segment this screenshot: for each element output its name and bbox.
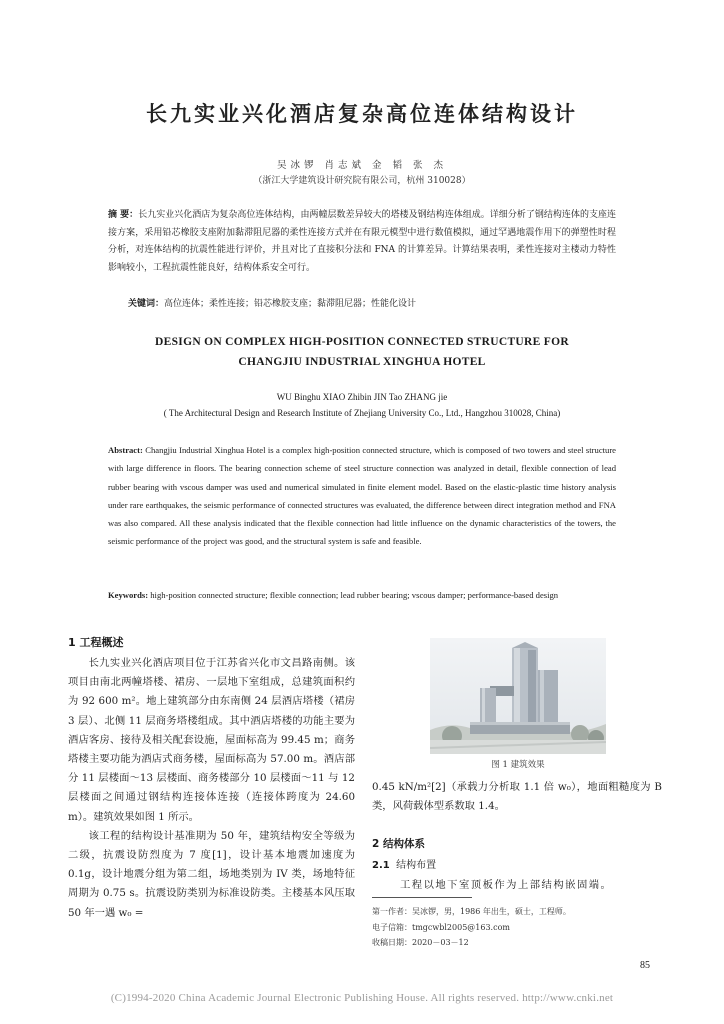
paper-title: 长九实业兴化酒店复杂高位连体结构设计 (146, 102, 578, 126)
title-en-line-1: DESIGN ON COMPLEX HIGH-POSITION CONNECTED STRUCTURE FOR (155, 336, 569, 348)
abstract-cn-text: 长九实业兴化酒店为复杂高位连体结构，由两幢层数差异较大的塔楼及钢结构连体组成。详细分析了钢结构连体的支座连接方案，采用铅芯橡胶支座附加黏滞阻尼器的柔性连接方式并在有限元模型中进行数值模拟，通过罕遇地震作用下的弹塑性时程分析，对连体结构的抗震性能进行评价，并且对比了直接积分法和 FNA 的计算差异。计算结果表明，柔性连接对主楼动力特性影响较小，工程抗震性能良好，结构体系安全可行。 (108, 210, 616, 273)
authors-en: WU Binghu XIAO Zhibin JIN Tao ZHANG jie (276, 392, 448, 402)
footnotes (372, 904, 662, 951)
keywords-cn (128, 296, 616, 309)
section-1-continued: 0.45 kN/m²[2]（承载力分析取 1.1 倍 w₀），地面粗糙度为 B 类，风荷载体型系数取 1.4。 (372, 781, 662, 813)
authors-cn: 吴冰锣 肖志斌 金 韬 张 杰 (276, 160, 448, 171)
keywords-en-text: high-position connected structure; flexible connection; lead rubber bearing; vscous damper; performance-based design (148, 590, 559, 600)
paper-title-en (0, 332, 724, 372)
page-number: 85 (640, 960, 650, 971)
building-rendering-image (430, 638, 606, 754)
footnote-received: 收稿日期：2020－03－12 (372, 938, 469, 947)
section-1-paragraph-2: 该工程的结构设计基准期为 50 年，建筑结构安全等级为二级，抗震设防烈度为 7 度[1]，设计基本地震加速度为 0.1g，设计地震分组为第二组，场地类别为 IV 类，场地特征周期为 0.75 s。抗震设防类别为标准设防类。主楼基本风压取 50 年一遇 w₀ = (68, 829, 355, 919)
abstract-en (108, 441, 616, 551)
title-en-line-2: CHANGJIU INDUSTRIAL XINGHUA HOTEL (238, 356, 486, 368)
abstract-en-text: Changjiu Industrial Xinghua Hotel is a complex high-position connected structure, which is composed of two towers and steel structure with large difference in floors. The bearing connection scheme of steel structure connection was analyzed in detail, flexible connection of lead rubber bearing with vscous damper was used and numerical simulated in finite element model. Based on the elastic-plastic time history analysis under rare earthquakes, the seismic performance of connected structures was evaluated, the difference between direct integration method and FNA was also compared. All these analysis indicated that the flexible connection had little influence on the dynamic characteristics of the towers, the seismic performance of the project was good, and the structural system is safe and feasible. (108, 445, 616, 547)
section-2-1-number: 2.1 (372, 860, 390, 871)
keywords-en-label: Keywords: (108, 590, 149, 600)
section-2-1-heading (372, 856, 436, 871)
abstract-cn (108, 207, 616, 277)
section-2-1-text: 工程以地下室顶板作为上部结构嵌固端。 (400, 879, 613, 891)
affiliation-cn: （浙江大学建筑设计研究院有限公司，杭州 310028） (253, 176, 471, 186)
section-1-heading: 1 工程概述 (68, 636, 124, 649)
footnote-divider (372, 897, 472, 898)
keywords-cn-label: 关键词： (128, 299, 165, 309)
figure-1-caption: 图 1 建筑效果 (491, 760, 545, 770)
abstract-en-label: Abstract: (108, 445, 143, 455)
figure-1-building-rendering (430, 638, 606, 754)
keywords-cn-text: 高位连体；柔性连接；铅芯橡胶支座；黏滞阻尼器；性能化设计 (164, 299, 417, 309)
section-2-1-title: 结构布置 (396, 860, 437, 871)
footnote-author: 第一作者：吴冰锣，男，1986 年出生，硕士，工程师。 (372, 907, 571, 916)
section-1-body (68, 654, 355, 923)
footnote-email: 电子信箱：tmgcwbl2005@163.com (372, 922, 510, 932)
affiliation-en: ( The Architectural Design and Research Institute of Zhejiang University Co., Ltd., Hangzhou 310028, China) (163, 408, 561, 418)
keywords-en (108, 586, 616, 604)
section-2-heading: 2 结构体系 (372, 838, 425, 850)
section-1-paragraph-1: 长九实业兴化酒店项目位于江苏省兴化市文昌路南侧。该项目由南北两幢塔楼、裙房、一层地下室组成，总建筑面积约为 92 600 m²。地上建筑部分由东南侧 24 层酒店塔楼（裙房 3 层）、北侧 11 层商务塔楼组成。其中酒店塔楼的功能主要为酒店客房、接待及相关配套设施，屋面标高为 99.45 m；商务塔楼主要功能为酒店式商务楼，屋面标高为 57.00 m。酒店部分 11 层楼面～13 层楼面、商务楼部分 10 层楼面～11 与 12 层楼面之间通过钢结构连接体连接（连接体跨度为 24.60 m）。建筑效果如图 1 所示。 (68, 657, 355, 823)
copyright-footer: (C)1994-2020 China Academic Journal Electronic Publishing House. All rights reserved. http://www.cnki.net (110, 992, 614, 1004)
abstract-cn-label: 摘 要： (108, 210, 139, 220)
